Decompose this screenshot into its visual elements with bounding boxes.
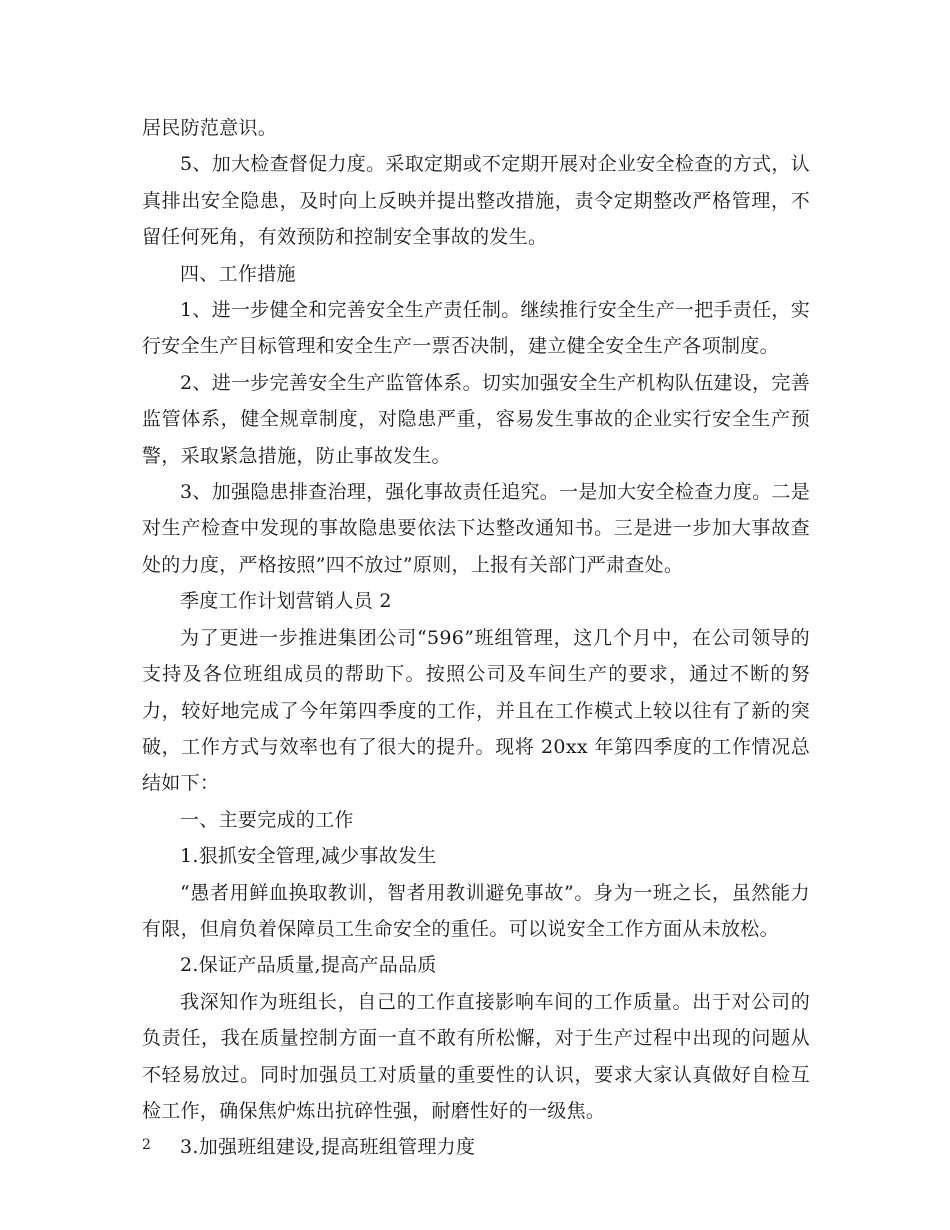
document-body — [142, 110, 810, 1166]
paragraph: 居民防范意识。 — [142, 117, 278, 139]
paragraph: 为了更进一步推进集团公司“596”班组管理，这几个月中，在公司领导的支持及各位班组成员的帮助下。按照公司及车间生产的要求，通过不断的努力，较好地完成了今年第四季度的工作，并且在工作模式上较以往有了新的突破，工作方式与效率也有了很大的提升。现将 20xx 年第四季度的工作情况总结如下： — [142, 626, 810, 795]
paragraph: 2、进一步完善安全生产监管体系。切实加强安全生产机构队伍建设，完善监管体系，健全规章制度，对隐患严重，容易发生事故的企业实行安全生产预警，采取紧急措施，防止事故发生。 — [142, 371, 810, 467]
subsection-heading: 3.加强班组建设,提高班组管理力度 — [180, 1136, 476, 1159]
subsection-heading: 2.保证产品质量,提高产品品质 — [180, 954, 437, 977]
section-heading: 四、工作措施 — [180, 262, 296, 285]
paragraph: 5、加大检查督促力度。采取定期或不定期开展对企业安全检查的方式，认真排出安全隐患，及时向上反映并提出整改措施，责令定期整改严格管理，不留任何死角，有效预防和控制安全事故的发生。 — [142, 153, 810, 249]
paragraph: 3、加强隐患排查治理，强化事故责任追究。一是加大安全检查力度。二是对生产检查中发现的事故隐患要依法下达整改通知书。三是进一步加大事故查处的力度，严格按照”四不放过”原则，上报有关部门严肃查处。 — [142, 481, 810, 576]
paragraph: “愚者用鲜血换取教训，智者用教训避免事故”。身为一班之长，虽然能力有限，但肩负着保障员工生命安全的重任。可以说安全工作方面从未放松。 — [142, 881, 810, 940]
document-title: 季度工作计划营销人员 2 — [180, 590, 392, 613]
subsection-heading: 1.狠抓安全管理,减少事故发生 — [180, 845, 437, 868]
section-heading: 一、主要完成的工作 — [180, 808, 354, 831]
page-number: 2 — [142, 1137, 151, 1153]
paragraph: 我深知作为班组长，自己的工作直接影响车间的工作质量。出于对公司的负责任，我在质量控制方面一直不敢有所松懈，对于生产过程中出现的问题从不轻易放过。同时加强员工对质量的重要性的认识，要求大家认真做好自检互检工作，确保焦炉炼出抗碎性强，耐磨性好的一级焦。 — [142, 990, 810, 1122]
paragraph: 1、进一步健全和完善安全生产责任制。继续推行安全生产一把手责任，实行安全生产目标管理和安全生产一票否决制，建立健全安全生产各项制度。 — [142, 299, 810, 358]
